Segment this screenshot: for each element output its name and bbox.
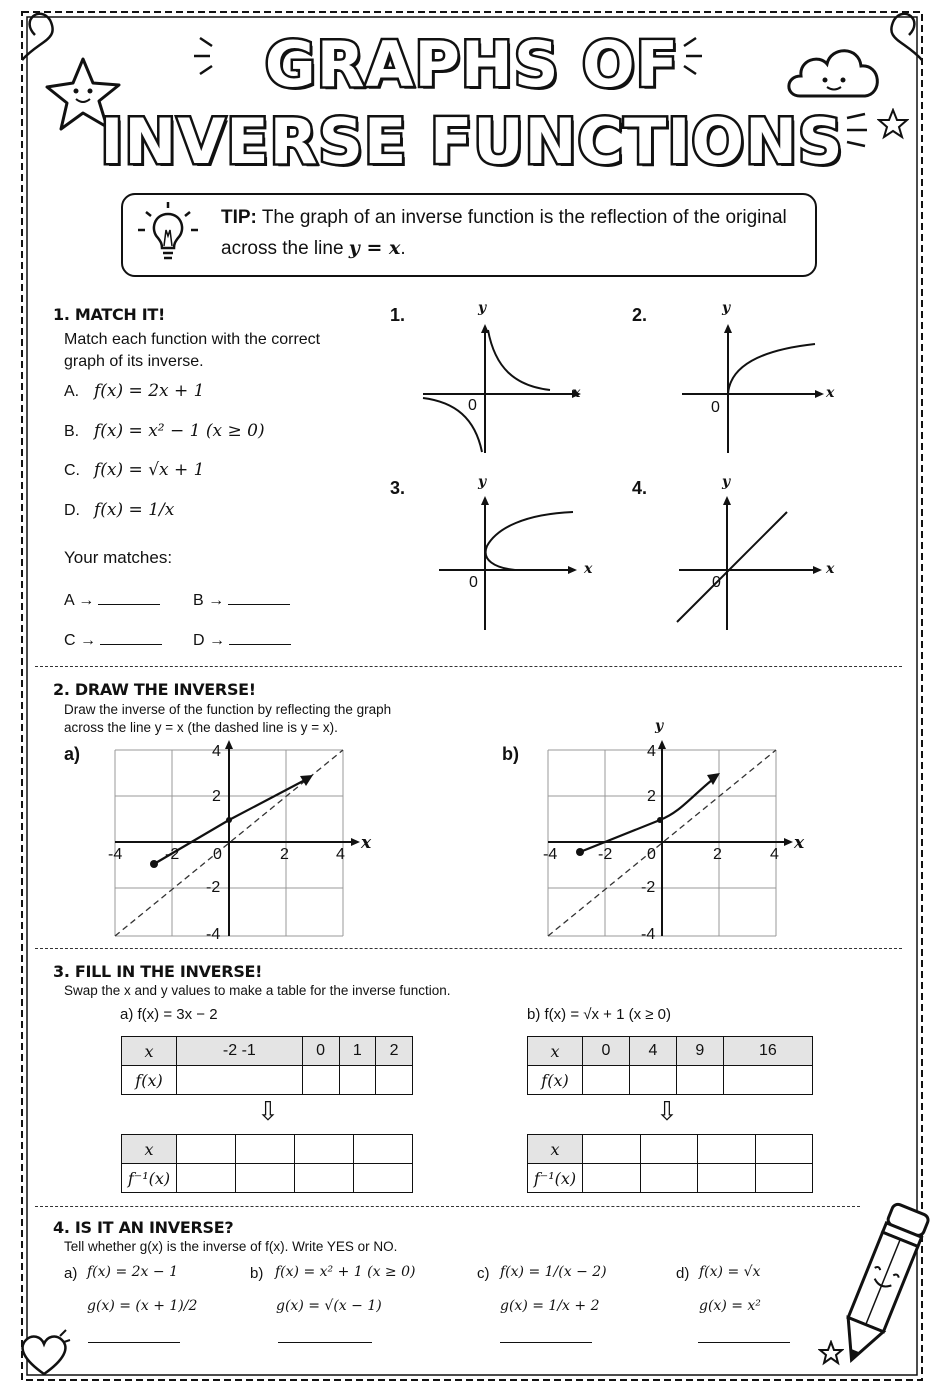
section2-title: 2. DRAW THE INVERSE! bbox=[53, 680, 256, 699]
table-a-f-cell[interactable] bbox=[376, 1066, 413, 1095]
graph-1-number: 1. bbox=[390, 305, 406, 325]
match-d-slot[interactable] bbox=[193, 630, 291, 650]
graph-4 bbox=[675, 490, 840, 635]
match-item-c-letter: C. bbox=[64, 462, 80, 479]
table-b-x-val: 0 bbox=[583, 1037, 630, 1066]
graph-3-x-label: x bbox=[584, 561, 593, 577]
section1-instr-1: Match each function with the correct bbox=[64, 331, 321, 348]
table-b-f-cell[interactable] bbox=[723, 1066, 812, 1095]
table-b-inv-cell[interactable] bbox=[755, 1164, 813, 1193]
match-b-label: B → bbox=[193, 592, 225, 609]
draw-graph-b[interactable] bbox=[540, 738, 815, 943]
graph-2-origin: 0 bbox=[711, 399, 720, 416]
divider-1 bbox=[35, 666, 902, 667]
match-c-slot[interactable] bbox=[64, 630, 162, 650]
title-line-1: GRAPHS OF bbox=[264, 28, 680, 101]
graph-a-tick-y-neg2: -2 bbox=[206, 879, 221, 896]
graph-a-tick-x-2: 2 bbox=[280, 846, 289, 863]
match-item-a-expr: f(x) = 2x + 1 bbox=[94, 381, 205, 401]
graph-b-tick-x-neg2: -2 bbox=[598, 846, 613, 863]
q4-d-label: d) bbox=[676, 1265, 690, 1282]
table-a-original bbox=[121, 1036, 413, 1095]
tip-line-2-eq: y = x bbox=[348, 237, 401, 259]
match-a-label: A → bbox=[64, 592, 95, 609]
q4-c-label: c) bbox=[477, 1265, 490, 1282]
table-a-inv-cell[interactable] bbox=[236, 1135, 295, 1164]
table-a-inv-cell[interactable] bbox=[236, 1164, 295, 1193]
graph-b-tick-origin: 0 bbox=[647, 846, 656, 863]
table-b-inv-cell[interactable] bbox=[640, 1135, 698, 1164]
graph-b-tick-y-neg2: -2 bbox=[641, 879, 656, 896]
graph-b-tick-x-2: 2 bbox=[713, 846, 722, 863]
graph-1-y-label: y bbox=[478, 300, 487, 316]
section3-instr: Swap the x and y values to make a table for the inverse function. bbox=[64, 983, 451, 998]
graph-a-tick-y-4: 4 bbox=[212, 743, 221, 760]
graph-b-tick-y-2: 2 bbox=[647, 788, 656, 805]
q4-b-f: f(x) = x² + 1 (x ≥ 0) bbox=[275, 1264, 416, 1280]
table-a-f-cell[interactable] bbox=[339, 1066, 376, 1095]
q4-a-label: a) bbox=[64, 1265, 78, 1282]
section4-instr: Tell whether g(x) is the inverse of f(x). Write YES or NO. bbox=[64, 1239, 398, 1254]
graph-1-origin: 0 bbox=[468, 397, 477, 414]
down-arrow-icon: ⇩ bbox=[656, 1097, 678, 1127]
tip-line-2-pre: across the line bbox=[221, 238, 349, 259]
lightbulb-icon bbox=[128, 200, 208, 270]
q4-b-answer-line[interactable] bbox=[278, 1342, 372, 1343]
match-item-d-letter: D. bbox=[64, 502, 80, 519]
section4-title: 4. IS IT AN INVERSE? bbox=[53, 1218, 234, 1237]
graph-1 bbox=[415, 318, 590, 458]
table-a-f-cell[interactable] bbox=[177, 1066, 303, 1095]
q4-b-label: b) bbox=[250, 1265, 264, 1282]
table-b-original bbox=[527, 1036, 813, 1095]
section1-instr-2: graph of its inverse. bbox=[64, 353, 204, 370]
table-b-inv-cell[interactable] bbox=[583, 1164, 641, 1193]
q4-c-f: f(x) = 1/(x − 2) bbox=[500, 1264, 607, 1280]
table-a-inv-cell[interactable] bbox=[354, 1164, 413, 1193]
graph-2-y-label: y bbox=[722, 300, 731, 316]
matches-label: Your matches: bbox=[64, 548, 173, 567]
table-b-x-val: 16 bbox=[723, 1037, 812, 1066]
smiling-pencil-icon bbox=[828, 1190, 938, 1375]
graph-3-y-label: y bbox=[478, 474, 487, 490]
table-a-f-cell[interactable] bbox=[302, 1066, 339, 1095]
graph-b-tick-x-neg4: -4 bbox=[543, 846, 558, 863]
table-a-inv-f-head: f⁻¹(x) bbox=[122, 1164, 177, 1193]
match-item-d-expr: f(x) = 1/x bbox=[94, 500, 175, 520]
graph-a-tick-y-2: 2 bbox=[212, 788, 221, 805]
table-a-x-val: 0 bbox=[302, 1037, 339, 1066]
table-a-x-val: 2 bbox=[376, 1037, 413, 1066]
graph-a-tick-x-4: 4 bbox=[336, 846, 345, 863]
q4-b-g: g(x) = √(x − 1) bbox=[276, 1298, 382, 1314]
graph-2 bbox=[680, 318, 840, 458]
table-a-f-head: f(x) bbox=[122, 1066, 177, 1095]
small-star-icon bbox=[818, 1340, 844, 1366]
section2-part-b-label: b) bbox=[502, 744, 519, 764]
graph-1-x-label: x bbox=[572, 385, 581, 401]
tip-text bbox=[221, 203, 811, 264]
divider-3 bbox=[35, 1206, 860, 1207]
title-line-2: INVERSE FUNCTIONS bbox=[100, 105, 844, 178]
match-a-slot[interactable] bbox=[64, 590, 160, 610]
match-item-b-letter: B. bbox=[64, 423, 80, 440]
table-b-inverse bbox=[527, 1134, 813, 1193]
divider-2 bbox=[35, 948, 902, 949]
section2-instr-2: across the line y = x (the dashed line is y = x). bbox=[64, 720, 338, 735]
table-b-inv-cell[interactable] bbox=[755, 1135, 813, 1164]
graph-3-number: 3. bbox=[390, 478, 406, 498]
match-item-a-letter: A. bbox=[64, 383, 80, 400]
graph-a-x-label: x bbox=[361, 833, 372, 853]
graph-b-tick-y-4: 4 bbox=[647, 743, 656, 760]
section2-part-a-label: a) bbox=[64, 744, 81, 764]
match-c-label: C → bbox=[64, 632, 96, 649]
match-d-label: D → bbox=[193, 632, 225, 649]
table-a-inverse bbox=[121, 1134, 413, 1193]
tip-label: TIP: bbox=[221, 207, 257, 228]
table-a-x-head: x bbox=[122, 1037, 177, 1066]
graph-2-x-label: x bbox=[826, 385, 835, 401]
table-b-inv-f-head: f⁻¹(x) bbox=[528, 1164, 583, 1193]
table-b-x-val: 4 bbox=[629, 1037, 676, 1066]
graph-a-tick-origin: 0 bbox=[213, 846, 222, 863]
draw-graph-a[interactable] bbox=[105, 738, 380, 943]
table-a-inv-x-head: x bbox=[122, 1135, 177, 1164]
match-item-b-expr: f(x) = x² − 1 (x ≥ 0) bbox=[94, 421, 265, 441]
table-b-f-cell[interactable] bbox=[583, 1066, 630, 1095]
q4-a-answer-line[interactable] bbox=[88, 1342, 180, 1343]
q4-c-g: g(x) = 1/x + 2 bbox=[500, 1298, 600, 1314]
graph-a-tick-y-neg4: -4 bbox=[206, 926, 221, 943]
graph-b-tick-x-4: 4 bbox=[770, 846, 779, 863]
section1-title: 1. MATCH IT! bbox=[53, 305, 166, 324]
table-a-x-val: -2 -1 bbox=[177, 1037, 303, 1066]
graph-b-tick-y-neg4: -4 bbox=[641, 926, 656, 943]
q4-c-answer-line[interactable] bbox=[500, 1342, 592, 1343]
graph-4-origin: 0 bbox=[712, 574, 721, 591]
table-a-inv-cell[interactable] bbox=[177, 1135, 236, 1164]
table-a-inv-cell[interactable] bbox=[295, 1135, 354, 1164]
graph-a-tick-x-neg4: -4 bbox=[108, 846, 123, 863]
down-arrow-icon: ⇩ bbox=[257, 1097, 279, 1127]
match-b-slot[interactable] bbox=[193, 590, 290, 610]
q4-d-g: g(x) = x² bbox=[699, 1298, 761, 1314]
q4-d-f: f(x) = √x bbox=[699, 1264, 761, 1280]
graph-b-y-label: y bbox=[655, 718, 664, 734]
table-a-inv-cell[interactable] bbox=[177, 1164, 236, 1193]
table-b-inv-cell[interactable] bbox=[698, 1135, 756, 1164]
section2-instr-1: Draw the inverse of the function by reflecting the graph bbox=[64, 702, 392, 717]
section3-a-label: a) f(x) = 3x − 2 bbox=[120, 1006, 218, 1023]
table-a-inv-cell[interactable] bbox=[295, 1164, 354, 1193]
q4-d-answer-line[interactable] bbox=[698, 1342, 790, 1343]
tip-line-1: The graph of an inverse function is the reflection of the original bbox=[261, 207, 787, 228]
table-b-f-head: f(x) bbox=[528, 1066, 583, 1095]
q4-a-g: g(x) = (x + 1)/2 bbox=[87, 1298, 198, 1314]
graph-4-number: 4. bbox=[632, 478, 648, 498]
tip-line-2-post: . bbox=[400, 238, 406, 259]
graph-3-origin: 0 bbox=[469, 574, 478, 591]
table-b-x-val: 9 bbox=[676, 1037, 723, 1066]
table-b-f-cell[interactable] bbox=[629, 1066, 676, 1095]
q4-a-f: f(x) = 2x − 1 bbox=[87, 1264, 178, 1280]
table-b-inv-x-head: x bbox=[528, 1135, 583, 1164]
table-b-inv-cell[interactable] bbox=[698, 1164, 756, 1193]
table-a-inv-cell[interactable] bbox=[354, 1135, 413, 1164]
graph-4-x-label: x bbox=[826, 561, 835, 577]
table-b-inv-cell[interactable] bbox=[583, 1135, 641, 1164]
section3-b-label: b) f(x) = √x + 1 (x ≥ 0) bbox=[527, 1006, 671, 1023]
graph-b-x-label: x bbox=[794, 833, 805, 853]
table-b-x-head: x bbox=[528, 1037, 583, 1066]
section3-title: 3. FILL IN THE INVERSE! bbox=[53, 962, 263, 981]
graph-2-number: 2. bbox=[632, 305, 648, 325]
graph-a-tick-x-neg2: -2 bbox=[165, 846, 180, 863]
graph-4-y-label: y bbox=[722, 474, 731, 490]
table-b-f-cell[interactable] bbox=[676, 1066, 723, 1095]
table-a-x-val: 1 bbox=[339, 1037, 376, 1066]
graph-3 bbox=[435, 490, 595, 635]
heart-icon bbox=[14, 1322, 74, 1382]
table-b-inv-cell[interactable] bbox=[640, 1164, 698, 1193]
match-item-c-expr: f(x) = √x + 1 bbox=[94, 460, 205, 480]
